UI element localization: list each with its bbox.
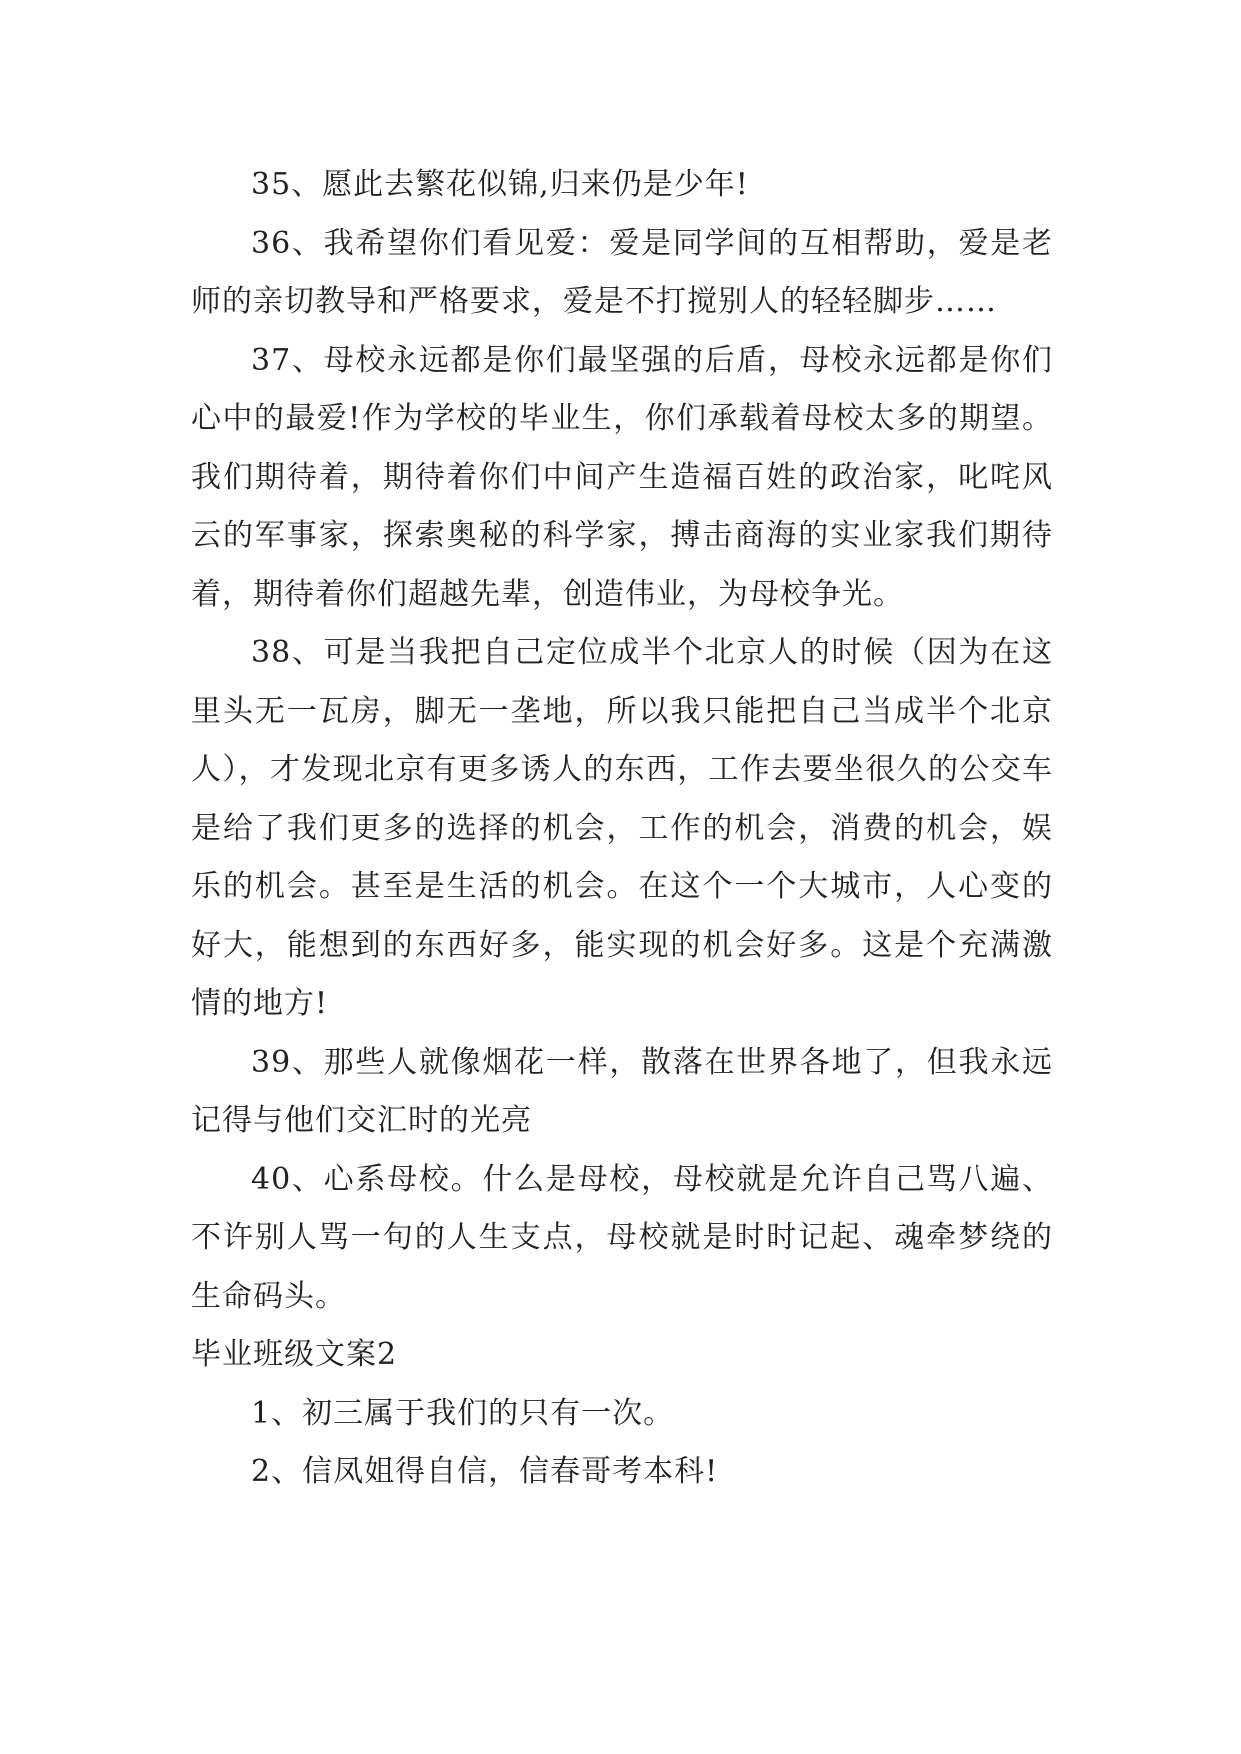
paragraph-35: 35、愿此去繁花似锦,归来仍是少年! <box>251 167 749 202</box>
paragraph-1: 1、初三属于我们的只有一次。 <box>251 1395 675 1431</box>
paragraph-40: 40、心系母校。什么是母校，母校就是允许自己骂八遍、不许别人骂一句的人生支点，母校就是时时记起、魂牵梦绕的生命码头。 <box>191 1161 1053 1314</box>
paragraph-38: 38、可是当我把自己定位成半个北京人的时候（因为在这里头无一瓦房，脚无一垄地，所以我只能把自己当成半个北京人），才发现北京有更多诱人的东西，工作去要坐很久的公交车是给了我们更多的选择的机会，工作的机会，消费的机会，娱乐的机会。甚至是生活的机会。在这个一个大城市，人心变的好大，能想到的东西好多，能实现的机会好多。这是个充满激情的地方! <box>191 635 1053 1021</box>
document-body <box>191 156 1053 1502</box>
paragraph-2: 2、信凤姐得自信，信春哥考本科! <box>251 1454 719 1489</box>
section-heading: 毕业班级文案2 <box>191 1337 398 1372</box>
paragraph-36: 36、我希望你们看见爱：爱是同学间的互相帮助，爱是老师的亲切教导和严格要求，爱是不打搅别人的轻轻脚步…… <box>191 225 1053 319</box>
paragraph-37: 37、母校永远都是你们最坚强的后盾，母校永远都是你们心中的最爱!作为学校的毕业生，你们承载着母校太多的期望。我们期待着，期待着你们中间产生造福百姓的政治家，叱咤风云的军事家，探索奥秘的科学家，搏击商海的实业家我们期待着，期待着你们超越先辈，创造伟业，为母校争光。 <box>191 342 1053 612</box>
paragraph-39: 39、那些人就像烟花一样，散落在世界各地了，但我永远记得与他们交汇时的光亮 <box>191 1044 1053 1138</box>
